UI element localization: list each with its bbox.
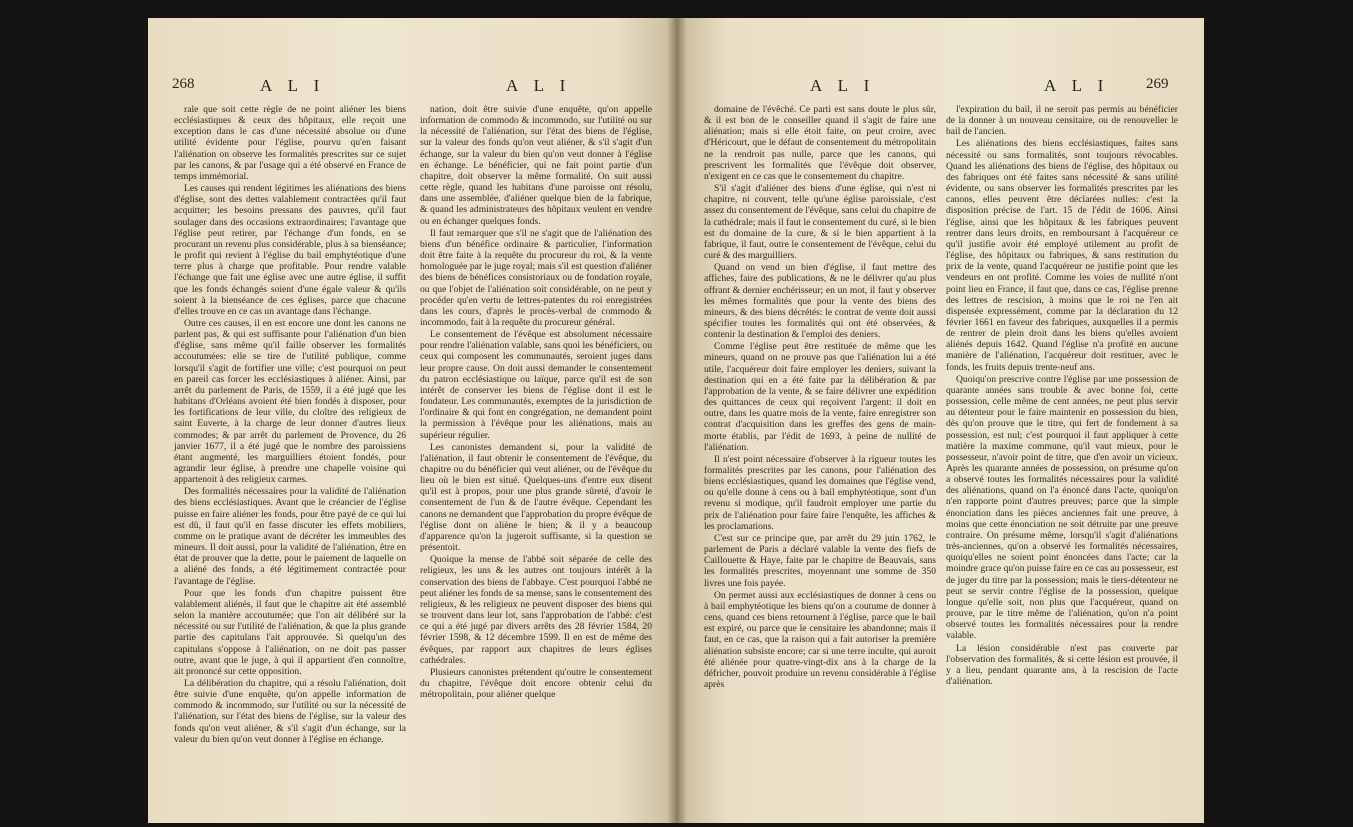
paragraph: rale que soit cette règle de ne point aliéner les biens ecclésiastiques & ceux des hôpitaux, elle reçoit une exception dans le cas d'une nécessité absolue ou d'une utilité évidente pour l'église, pourvu qu'en faisant l'aliénation on observe les formalités prescrites sur ce sujet par les canons, & par l'usage qui a été observé en France de temps immémorial. xyxy=(174,104,406,182)
paragraph: Les canonistes demandent si, pour la validité de l'aliénation, il faut obtenir le consentement de l'évêque, du chapitre ou du bénéficier qui veut aliéner, ou de l'évêque du lieu où le bien est situé. Quelques-uns d'entre eux disent qu'il est à propos, pour une plus grande sûreté, d'avoir le consentement de l'un & de l'autre évêque. Cependant les canons ne demandent que l'approbation du propre évêque de l'église dont on aliène le bien; & il y a beaucoup d'apparence qu'on la jugeroit suffisante, si la question se présentoit. xyxy=(420,441,652,554)
running-head-right-col1: A L I xyxy=(810,76,876,95)
left-column-1 xyxy=(174,104,406,746)
paragraph: Comme l'église peut être restituée de même que les mineurs, quand on ne prouve pas que l'aliénation lui a été utile, l'acquéreur doit faire employer les deniers, suivant la destination qui en a été faite par la délibération & par l'approbation de la vente, & se faire délivrer une expédition des quittances de ceux qui reçoivent l'argent: il doit en outre, dans les quatre mois de la vente, faire enregistrer son contrat d'acquisition dans les greffes des gens de main-morte établis, par l'édit de 1693, à peine de nullité de l'aliénation. xyxy=(704,341,936,453)
paragraph: domaine de l'évêché. Ce parti est sans doute le plus sûr, & il est bon de le conseiller quand il s'agit de faire une aliénation; mais si elle étoit faite, on peut croire, avec d'Héricourt, que le défaut de consentement du métropolitain ne la rendroit pas nulle, parce que les canons, qui prescrivent les formalités que l'évêque doit observer, n'exigent en ce cas que le consentement du chapitre. xyxy=(704,104,936,182)
running-head-left-col2: A L I xyxy=(506,76,572,95)
paragraph: Plusieurs canonistes prétendent qu'outre le consentement du chapitre, l'évêque doit encore obtenir celui du métropolitain, pour aliéner quelque xyxy=(420,666,652,701)
running-head-left-col1: A L I xyxy=(260,76,326,95)
page-number-right: 269 xyxy=(1146,76,1169,92)
paragraph: Quoiqu'on prescrive contre l'église par une possession de quarante années sans trouble & avec bonne foi, cette possession, celle même de cent années, ne peut plus servir au détenteur pour le faire maintenir en possession du bien, dès qu'on prouve que le titre, qui fert de fondement à sa possession, est nul; c'est pourquoi il faut appliquer à cette matière la maxime commune, qu'il vaut mieux, pour le possesseur, n'avoir point de titre, que d'en avoir un vicieux. Après les quarante années de possession, on présume qu'on a observé toutes les formalités nécessaires pour la validité des aliénations, quand on l'a énoncé dans l'acte, quoiqu'on n'en rapporte point d'autres preuves; parce que la simple énonciation dans les pièces anciennes fait une preuve, à moins que cette énonciation ne soit détruite par une preuve contraire. On présume même, lorsqu'il s'agit d'aliénations très-anciennes, qu'on a observé les formalités nécessaires, quoiqu'elles ne soient point énoncées dans l'acte; car la moindre grace qu'on puisse faire en ce cas au possesseur, est de juger du titre par la possession; mais le tiers-détenteur ne peut se servir contre l'église de la possession, quelque longue qu'elle soit, non plus que l'acquéreur, quand on prouve, par le titre même de l'aliénation, qu'on n'a point observé toutes les formalités nécessaires pour la rendre valable. xyxy=(946,373,1178,642)
paragraph: Il n'est point nécessaire d'observer à la rigueur toutes les formalités prescrites par les canons, pour l'aliénation des biens ecclésiastiques, quand les domaines que l'église vend, ou qu'elle donne à cens ou à bail emphytéotique, sont d'un revenu si modique, qu'il faudroit employer une partie du prix de l'aliénation pour faire faire l'enquête, les affiches & les proclamations. xyxy=(704,453,936,532)
paragraph: S'il s'agit d'aliéner des biens d'une église, qui n'est ni chapitre, ni couvent, telle qu'une église paroissiale, c'est assez du consentement de l'évêque, sans celui du chapitre de la cathédrale; mais il faut le consentement du curé, si le bien est du domaine de la cure, & si le bien appartient à la fabrique, il faut, outre le consentement de l'évêque, celui du curé & des marguilliers. xyxy=(704,183,936,262)
right-column-1 xyxy=(704,104,936,691)
paragraph: Les aliénations des biens ecclésiastiques, faites sans nécessité ou sans formalités, sont toujours révocables. Quand les aliénations des biens de l'église, des hôpitaux ou des fabriques ont été faites sans nécessité & sans utilité évidente, ou sans observer les formalités prescrites par les canons, elles peuvent être déclarées nulles: c'est la disposition précise de l'art. 15 de l'édit de 1606. Ainsi l'église, ainsi que les hôpitaux & les fabriques peuvent rentrer dans leurs droits, en remboursant à l'acquéreur ce qu'il justifie avoir été employé utilement au profit de l'église, des hôpitaux ou fabriques, & sans restitution du prix de la vente, quand l'acquéreur ne justifie point que les vendeurs en ont profité. Comme les voies de nullité n'ont point lieu en France, il faut que, dans ce cas, l'église prenne des lettres de rescision, à moins que le roi ne l'en ait dispensée expressément, comme par la déclaration du 12 février 1661 en faveur des fabriques, auxquelles il a permis de rentrer de plein droit dans les biens qu'elles avoient aliénés depuis 1642. Quand l'église n'a profité en aucune manière de l'aliénation, l'acquéreur doit restituer, avec le fonds, les fruits depuis trente-neuf ans. xyxy=(946,138,1178,373)
paragraph: On permet aussi aux ecclésiastiques de donner à cens ou à bail emphytéotique les biens qu'on a coutume de donner à cens, quand ces biens retournent à l'église, parce que le bail est expiré, ou parce que le censitaire les abandonne; mais il faut, en ce cas, que la raison qui a fait autoriser la première aliénation subsiste encore; car si une terre inculte, qui auroit été aliénée pour quatre-vingt-dix ans à la charge de la défricher, pouvoit produire un revenu considérable à l'église après xyxy=(704,589,936,690)
right-column-2 xyxy=(946,104,1178,688)
book-gutter xyxy=(667,18,687,823)
paragraph: Outre ces causes, il en est encore une dont les canons ne parlent pas, & qui est suffisante pour l'aliénation d'un bien d'église, sans même qu'il faille observer les formalités accoutumées: elle se tire de l'utilité publique, comme lorsqu'il s'agit de fortifier une ville; c'est pourquoi on peut en pareil cas forcer les ecclésiastiques à aliéner. Ainsi, par arrêt du parlement de Paris, de 1559, il a été jugé que les habitans d'Orléans avoient été bien fondés à disposer, pour les fortifications de leur ville, du cloître des religieux de saint Euverte, à la charge de leur donner d'autres lieux commodes; & par arrêt du parlement de Provence, du 26 janvier 1677, il a été jugé que le nombre des paroissiens étant augmenté, les marguilliers étoient fondés, pour agrandir leur église, à prendre une chapelle voisine qui appartenoit à des religieux carmes. xyxy=(174,317,406,486)
paragraph: Quand on vend un bien d'église, il faut mettre des affiches, faire des publications, & ne le délivrer qu'au plus offrant & dernier enchérisseur; en un mot, il faut y observer les mêmes formalités que pour la vente des biens des mineurs, & des biens décrétés: le contrat de vente doit aussi spécifier toutes les formalités qui ont été observées, & contenir la destination & l'emploi des deniers. xyxy=(704,262,936,341)
paragraph: l'expiration du bail, il ne seroit pas permis au bénéficier de la donner à un nouveau censitaire, ou de renouveller le bail de l'ancien. xyxy=(946,104,1178,138)
left-column-2 xyxy=(420,104,652,701)
paragraph: Le consentement de l'évêque est absolument nécessaire pour rendre l'aliénation valable, sans quoi les bénéficiers, ou ceux qui composent les communautés, seroient juges dans leur propre cause. On doit aussi demander le consentement du patron ecclésiastique ou laïque, parce qu'il est de son intérêt de conserver les biens de l'église dont il est le fondateur. Les communautés, exemptes de la jurisdiction de l'ordinaire & qui font en congrégation, ne demandent point la permission à l'évêque pour les aliénations, mais au supérieur régulier. xyxy=(420,329,652,441)
paragraph: La lésion considérable n'est pas couverte par l'observation des formalités, & si cette lésion est prouvée, il y a lieu, pendant quarante ans, à la rescision de l'acte d'aliénation. xyxy=(946,642,1178,687)
paragraph: Il faut remarquer que s'il ne s'agit que de l'aliénation des biens d'un bénéfice ordinaire & particulier, l'information doit être faite à la requête du procureur du roi, & la vente homologuée par le juge royal; mais s'il est question d'aliéner des biens de bénéfices consistoriaux ou de fondation royale, ou que l'objet de l'aliénation soit considérable, on ne peut y procéder qu'en vertu de lettres-patentes du roi enregistrées dans les cours, d'après le procès-verbal de commodo & incommodo, fait à la requête du procureur général. xyxy=(420,227,652,328)
paragraph: Les causes qui rendent légitimes les aliénations des biens d'église, sont des dettes valablement contractées qu'il faut acquitter; les besoins pressans des pauvres, qu'il faut soulager dans des occasions extraordinaires; l'avantage que l'église peut retirer, par l'échange d'un fonds, en se procurant un revenu plus considérable, plus à sa bienséance; le profit qui revient à l'église du bail emphytéotique d'une terre plus à charge que profitable. Pour rendre valable l'échange que fait une église avec une autre église, il suffit que les fonds échangés soient d'une égale valeur & qu'ils soient à la bienséance de ces églises, parce que chacune d'elles trouve en ce cas un avantage dans l'échange. xyxy=(174,183,406,317)
paragraph: Quoique la mense de l'abbé soit séparée de celle des religieux, les uns & les autres ont toujours intérêt à la conservation des biens de l'abbaye. C'est pourquoi l'abbé ne peut aliéner les fonds de sa mense, sans le consentement des religieux, & les religieux ne peuvent disposer des biens qui se trouvent dans leur lot, sans l'approbation de l'abbé: c'est ce qui a été jugé par divers arrêts des 28 février 1584, 20 février 1598, & 12 décembre 1599. Il en est de même des évêques, par rapport aux chapitres de leurs églises cathédrales. xyxy=(420,554,652,666)
right-page xyxy=(676,18,1204,823)
paragraph: nation, doit être suivie d'une enquête, qu'on appelle information de commodo & incommodo, sur l'utilité ou sur la nécessité de l'aliénation, sur l'état des biens de l'église, sur la valeur des fonds qu'on veut aliéner, & s'il s'agit d'un échange, sur la valeur du bien qu'on veut donner à l'église en échange. Le bénéficier, qui ne fait point partie d'un chapitre, doit observer la même formalité. On suit aussi cette règle, quand les habitans d'une paroisse ont résolu, dans une assemblée, d'aliéner quelque bien de la fabrique, & quand les administrateurs des hôpitaux veulent en vendre ou en échanger quelques fonds. xyxy=(420,104,652,227)
paragraph: Des formalités nécessaires pour la validité de l'aliénation des biens ecclésiastiques. Avant que le créancier de l'église puisse en faire aliéner les fonds, pour être payé de ce qui lui est dû, il faut qu'il en fasse discuter les effets mobiliers, comme on le pratique avant de décréter les immeubles des mineurs. Il doit aussi, pour la validité de l'aliénation, être en état de prouver que la dette, pour le paiement de laquelle on a aliéné des fonds, a été légitimement contractée pour l'avantage de l'église. xyxy=(174,486,406,587)
paragraph: C'est sur ce principe que, par arrêt du 29 juin 1762, le parlement de Paris a déclaré valable la vente des fiefs de Caillouette & Haye, faite par le chapitre de Beauvais, sans les formalités prescrites, moyennant une somme de 350 livres une fois payée. xyxy=(704,532,936,589)
running-head-right-col2: A L I xyxy=(1044,76,1110,95)
page-number-left: 268 xyxy=(172,76,195,92)
paragraph: La délibération du chapitre, qui a résolu l'aliénation, doit être suivie d'une enquête, qu'on appelle information de commodo & incommodo, sur l'utilité ou sur la nécessité de l'aliénation, sur l'état des biens de l'église, sur la valeur des fonds qu'on veut aliéner, & s'il s'agit d'un échange, sur la valeur du bien qu'on veut donner à l'église en échange. xyxy=(174,677,406,745)
left-page xyxy=(148,18,678,823)
paragraph: Pour que les fonds d'un chapitre puissent être valablement aliénés, il faut que le chapitre ait été assemblé selon la manière accoutumée; que l'on ait délibéré sur la nécessité ou sur l'utilité de l'aliénation, & que la plus grande partie des capitulans l'ait approuvée. Si quelqu'un des capitulans s'oppose à l'aliénation, on ne doit pas passer outre, avant que le juge, à qui il appartient d'en connoître, ait prononcé sur cette opposition. xyxy=(174,587,406,677)
